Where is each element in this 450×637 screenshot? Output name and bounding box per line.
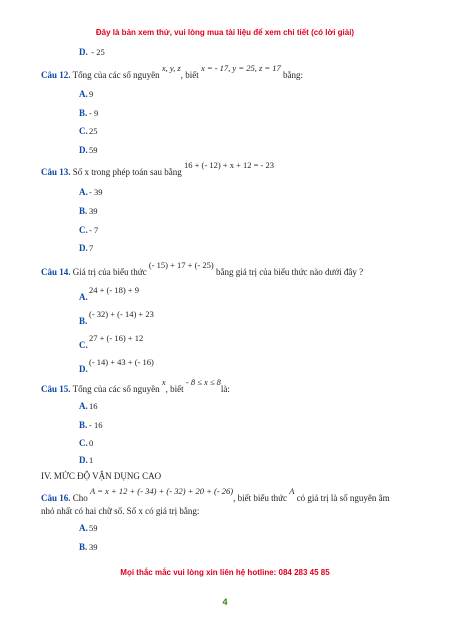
question-mid: , biết (180, 70, 199, 80)
option-letter: B. (79, 108, 88, 118)
math-values: x = - 17, y = 25, z = 17 (200, 63, 281, 73)
option-letter: D. (79, 455, 88, 465)
option-a (79, 89, 93, 99)
option-b (79, 542, 98, 552)
option-d (79, 145, 98, 155)
question-label: Câu 16. (41, 493, 71, 503)
option-value: (- 14) + 43 + (- 16) (89, 357, 154, 367)
option-value: (- 32) + (- 14) + 23 (89, 309, 154, 319)
question-label: Câu 13. (41, 167, 71, 177)
option-value: - 7 (89, 225, 99, 235)
option-letter: C. (79, 438, 88, 448)
math-variables: x, y, z (161, 63, 181, 73)
option-value: 59 (89, 145, 98, 155)
option-value: 0 (89, 438, 94, 448)
footer-banner: Mọi thắc mắc vui lòng xin liên hệ hotline: 084 283 45 85 (120, 568, 330, 577)
option-d (79, 455, 93, 465)
page-number: 4 (222, 597, 228, 607)
math-expression: A = x + 12 + (- 34) + (- 32) + 20 + (- 26) (90, 486, 234, 496)
option-value: 16 (89, 401, 98, 411)
option-prev-d (79, 47, 105, 57)
option-a (79, 187, 102, 197)
option-c (79, 126, 98, 136)
option-letter: B. (79, 206, 88, 216)
math-variable: A (289, 486, 295, 496)
question-16 (41, 486, 411, 503)
question-16-line2: nhỏ nhất có hai chữ số. Số x có giá trị bằng: (41, 506, 200, 516)
option-letter: C. (79, 126, 88, 136)
option-value: 59 (89, 523, 98, 533)
question-end: là: (220, 384, 230, 394)
question-label: Câu 14. (41, 267, 71, 277)
math-variable: x (161, 377, 166, 387)
option-letter: A. (79, 523, 88, 533)
question-label: Câu 12. (41, 70, 71, 80)
option-value: 39 (89, 542, 98, 552)
option-c (79, 438, 93, 448)
option-value: 27 + (- 16) + 12 (89, 333, 144, 343)
question-text: Tổng của các số nguyên (72, 70, 160, 80)
option-letter: C. (79, 225, 88, 235)
math-equation: 16 + (- 12) + x + 12 = - 23 (184, 160, 274, 170)
option-c (79, 333, 144, 350)
option-b (79, 420, 102, 430)
option-letter: B. (79, 542, 88, 552)
question-13 (41, 160, 274, 177)
question-mid: , biết (165, 384, 184, 394)
question-15 (41, 377, 230, 394)
question-label: Câu 15. (41, 384, 71, 394)
option-value: 24 + (- 18) + 9 (89, 285, 139, 295)
header-banner: Đây là bản xem thử, vui lòng mua tài liệu để xem chi tiết (có lời giải) (95, 28, 355, 37)
section-heading: IV. MỨC ĐỘ VẬN DỤNG CAO (41, 471, 162, 481)
question-text: Giá trị của biểu thức (72, 267, 147, 277)
option-letter: D. (79, 243, 88, 253)
option-c (79, 225, 98, 235)
question-end: bằng: (283, 70, 303, 80)
question-end: bằng giá trị của biểu thức nào dưới đây ? (215, 267, 364, 277)
option-letter: A. (79, 292, 88, 302)
option-letter: B. (79, 420, 88, 430)
option-value: 9 (89, 89, 94, 99)
option-letter: A. (79, 401, 88, 411)
option-value: - 9 (89, 108, 99, 118)
option-letter: D. (79, 145, 88, 155)
option-value: - 39 (89, 187, 103, 197)
option-value: 1 (89, 455, 94, 465)
option-letter: A. (79, 187, 88, 197)
option-b (79, 309, 154, 326)
option-letter: A. (79, 89, 88, 99)
option-d (79, 357, 154, 374)
option-value: 39 (89, 206, 98, 216)
option-value: 25 (89, 126, 98, 136)
option-letter: D. (79, 364, 88, 374)
option-b (79, 108, 98, 118)
question-end: có giá trị là số nguyên âm (296, 493, 390, 503)
option-a (79, 401, 98, 411)
option-letter: B. (79, 316, 88, 326)
option-value: - 25 (91, 47, 105, 57)
option-d (79, 243, 93, 253)
question-text: Tổng của các số nguyên (72, 384, 160, 394)
question-12 (41, 63, 303, 80)
question-text: Số x trong phép toán sau bằng (72, 167, 182, 177)
question-14 (41, 260, 364, 277)
option-a (79, 523, 98, 533)
math-expression: (- 15) + 17 + (- 25) (148, 260, 214, 270)
math-inequality: - 8 ≤ x ≤ 8 (185, 377, 221, 387)
option-value: 7 (89, 243, 94, 253)
option-letter: D. (79, 47, 88, 57)
option-letter: C. (79, 340, 88, 350)
option-value: - 16 (89, 420, 103, 430)
option-a (79, 285, 139, 302)
question-text: Cho (72, 493, 88, 503)
question-mid: , biết biểu thức (233, 493, 287, 503)
option-b (79, 206, 98, 216)
